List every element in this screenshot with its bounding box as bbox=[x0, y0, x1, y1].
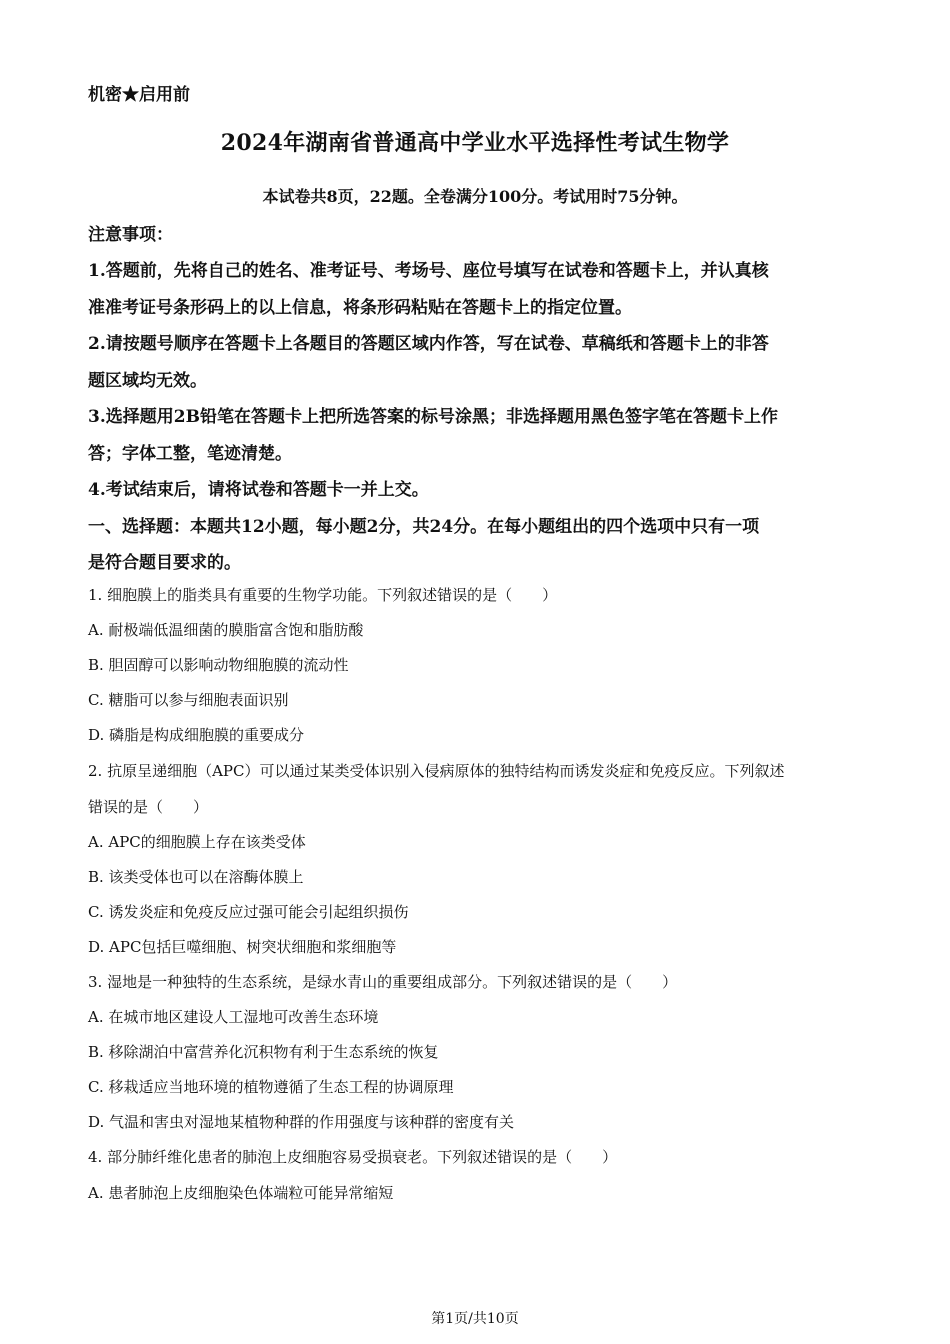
note-line: 答；字体工整，笔迹清楚。 bbox=[88, 444, 292, 464]
question-line: 2. 抗原呈递细胞（APC）可以通过某类受体识别入侵病原体的独特结构而诱发炎症和免疫反应。下列叙述 bbox=[88, 762, 785, 780]
exam-title: 2024年湖南省普通高中学业水平选择性考试生物学 bbox=[220, 130, 730, 156]
notes-heading: 注意事项： bbox=[88, 225, 173, 245]
option-line: D. 气温和害虫对湿地某植物种群的作用强度与该种群的密度有关 bbox=[88, 1113, 515, 1131]
section-heading: 一、选择题：本题共12小题，每小题2分，共24分。在每小题组出的四个选项中只有一项 bbox=[88, 517, 760, 537]
option-line: B. 该类受体也可以在溶酶体膜上 bbox=[88, 868, 304, 886]
question-line: 4. 部分肺纤维化患者的肺泡上皮细胞容易受损衰老。下列叙述错误的是（ ） bbox=[88, 1148, 618, 1166]
section-heading: 是符合题目要求的。 bbox=[88, 553, 241, 573]
note-line: 2.请按题号顺序在答题卡上各题目的答题区域内作答，写在试卷、草稿纸和答题卡上的非答 bbox=[88, 334, 769, 354]
exam-subtitle: 本试卷共8页，22题。全卷满分100分。考试用时75分钟。 bbox=[262, 187, 688, 206]
note-line: 题区域均无效。 bbox=[88, 371, 207, 391]
confidential-label: 机密★启用前 bbox=[88, 85, 190, 105]
option-line: C. 糖脂可以参与细胞表面识别 bbox=[88, 691, 289, 709]
question-line: 3. 湿地是一种独特的生态系统，是绿水青山的重要组成部分。下列叙述错误的是（ ） bbox=[88, 973, 678, 991]
option-line: A. APC的细胞膜上存在该类受体 bbox=[88, 833, 306, 851]
note-line: 3.选择题用2B铅笔在答题卡上把所选答案的标号涂黑；非选择题用黑色签字笔在答题卡上作 bbox=[88, 407, 778, 427]
note-line: 1.答题前，先将自己的姓名、准考证号、考场号、座位号填写在试卷和答题卡上，并认真核 bbox=[88, 261, 769, 281]
question-line: 错误的是（ ） bbox=[88, 798, 209, 816]
note-line: 准准考证号条形码上的以上信息，将条形码粘贴在答题卡上的指定位置。 bbox=[88, 298, 632, 318]
option-line: C. 移栽适应当地环境的植物遵循了生态工程的协调原理 bbox=[88, 1078, 454, 1096]
option-line: A. 耐极端低温细菌的膜脂富含饱和脂肪酸 bbox=[88, 621, 364, 639]
note-line: 4.考试结束后，请将试卷和答题卡一并上交。 bbox=[88, 480, 429, 500]
page-number: 第1页/共10页 bbox=[431, 1311, 519, 1327]
option-line: D. 磷脂是构成细胞膜的重要成分 bbox=[88, 726, 305, 744]
option-line: A. 在城市地区建设人工湿地可改善生态环境 bbox=[88, 1008, 379, 1026]
option-line: D. APC包括巨噬细胞、树突状细胞和浆细胞等 bbox=[88, 938, 397, 956]
option-line: C. 诱发炎症和免疫反应过强可能会引起组织损伤 bbox=[88, 903, 409, 921]
question-line: 1. 细胞膜上的脂类具有重要的生物学功能。下列叙述错误的是（ ） bbox=[88, 586, 558, 604]
option-line: B. 胆固醇可以影响动物细胞膜的流动性 bbox=[88, 656, 349, 674]
option-line: B. 移除湖泊中富营养化沉积物有利于生态系统的恢复 bbox=[88, 1043, 439, 1061]
option-line: A. 患者肺泡上皮细胞染色体端粒可能异常缩短 bbox=[88, 1184, 394, 1202]
